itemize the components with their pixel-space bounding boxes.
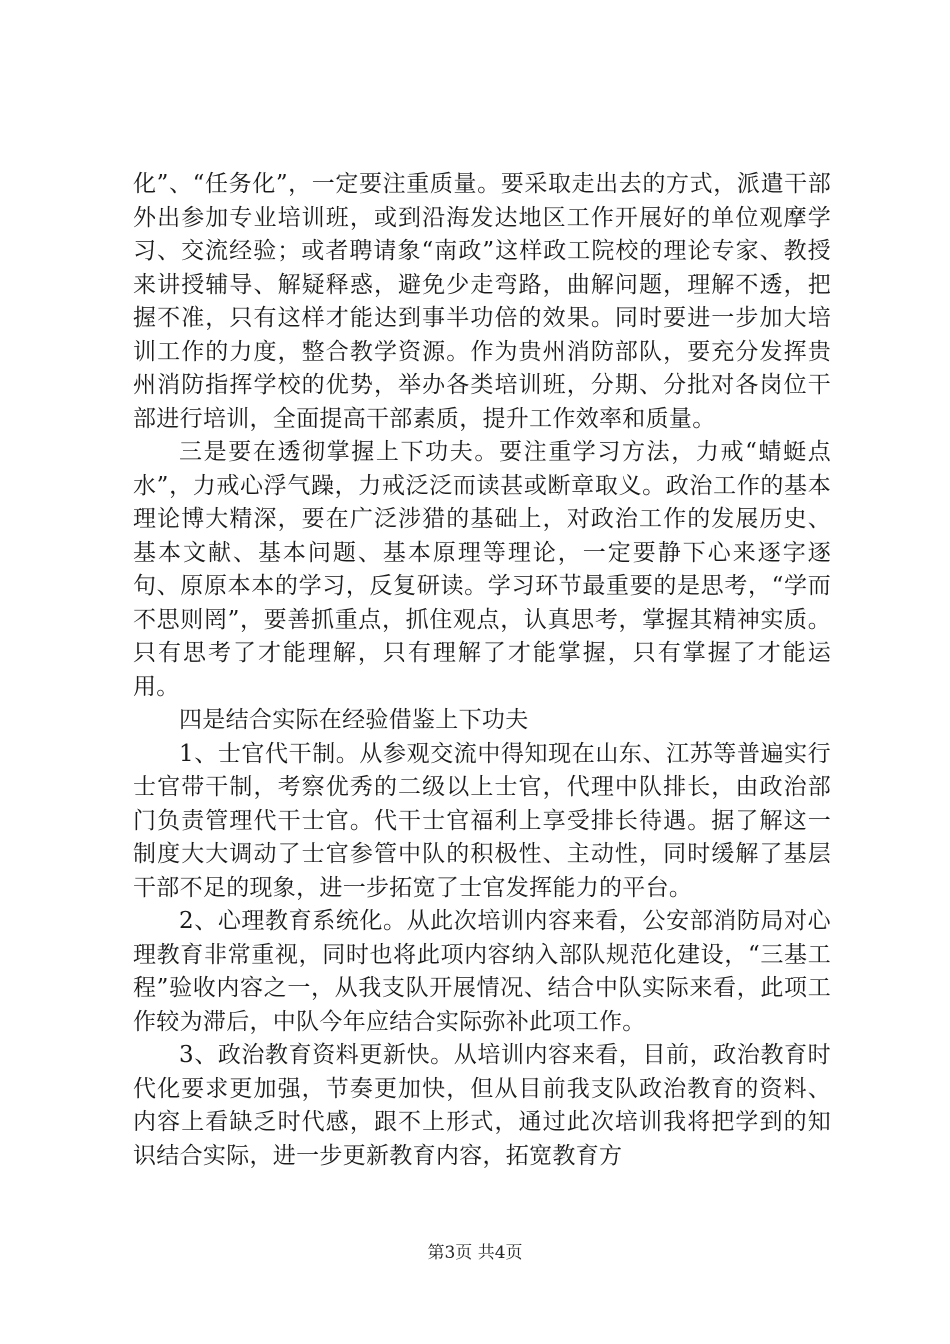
paragraph-point-three: 三是要在透彻掌握上下功夫。要注重学习方法，力戒“蜻蜓点水”，力戒心浮气躁，力戒泛泛而读甚或断章取义。政治工作的基本理论博大精深，要在广泛涉猎的基础上，对政治工作的发展历史、基本文献、基本问题、基本原理等理论，一定要静下心来逐字逐句、原原本本的学习，反复研读。学习环节最重要的是思考，“学而不思则罔”，要善抓重点，抓住观点，认真思考，掌握其精神实质。只有思考了才能理解，只有理解了才能掌握，只有掌握了才能运用。: [133, 439, 831, 700]
paragraph-continuation: 化”、“任务化”，一定要注重质量。要采取走出去的方式，派遣干部外出参加专业培训班，或到沿海发达地区工作开展好的单位观摩学习、交流经验；或者聘请象“南政”这样政工院校的理论专家、教授来讲授辅导、解疑释惑，避免少走弯路，曲解问题，理解不透，把握不准，只有这样才能达到事半功倍的效果。同时要进一步加大培训工作的力度，整合教学资源。作为贵州消防部队，要充分发挥贵州消防指挥学校的优势，举办各类培训班，分期、分批对各岗位干部进行培训，全面提高干部素质，提升工作效率和质量。: [133, 171, 831, 432]
page-footer: 第3页 共4页: [427, 1243, 523, 1263]
paragraph-item-1: 1、士官代干制。从参观交流中得知现在山东、江苏等普遍实行士官带干制，考察优秀的二级以上士官，代理中队排长，由政治部门负责管理代干士官。代干士官福利上享受排长待遇。据了解这一制度大大调动了士官参管中队的积极性、主动性，同时缓解了基层干部不足的现象，进一步拓宽了士官发挥能力的平台。: [133, 740, 831, 901]
document-body: [133, 168, 831, 1173]
paragraph-point-four-heading: 四是结合实际在经验借鉴上下功夫: [179, 707, 529, 733]
paragraph-item-2: 2、心理教育系统化。从此次培训内容来看，公安部消防局对心理教育非常重视，同时也将此项内容纳入部队规范化建设，“三基工程”验收内容之一，从我支队开展情况、结合中队实际来看，此项工作较为滞后，中队今年应结合实际弥补此项工作。: [133, 908, 831, 1035]
paragraph-item-3: 3、政治教育资料更新快。从培训内容来看，目前，政治教育时代化要求更加强，节奏更加快，但从目前我支队政治教育的资料、内容上看缺乏时代感，跟不上形式，通过此次培训我将把学到的知识结合实际，进一步更新教育内容，拓宽教育方: [133, 1042, 831, 1169]
